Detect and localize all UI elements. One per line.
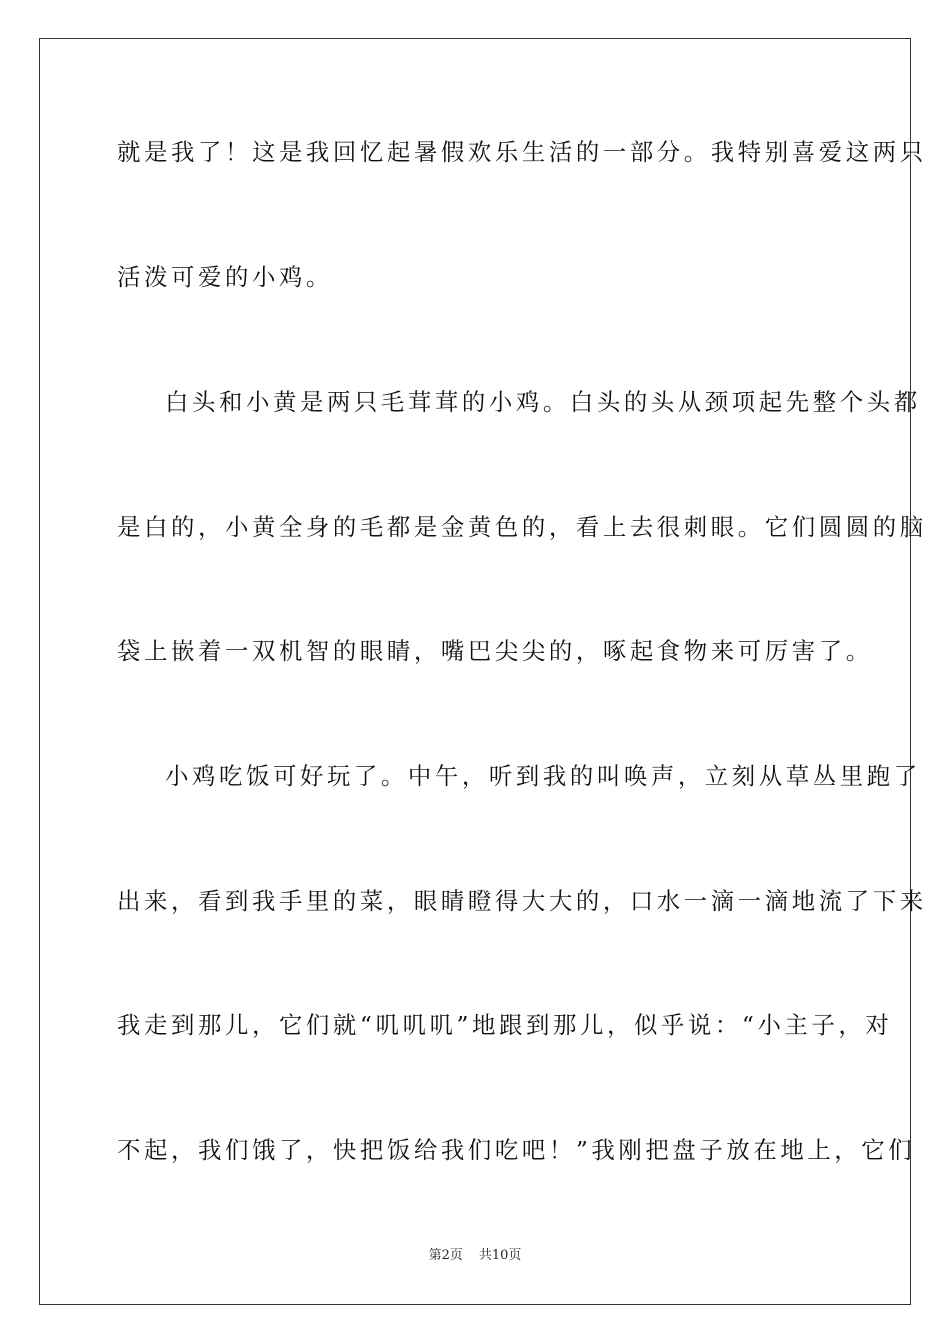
text-line-2: 活泼可爱的小鸡。 xyxy=(117,263,333,291)
page-footer xyxy=(0,1246,950,1266)
page-number: 第2页 xyxy=(428,1248,463,1263)
text-line-5: 袋上嵌着一双机智的眼睛，嘴巴尖尖的，啄起食物来可厉害了。 xyxy=(117,637,873,665)
text-line-1: 就是我了！这是我回忆起暑假欢乐生活的一部分。我特别喜爱这两只 xyxy=(117,138,927,166)
page-total: 共10页 xyxy=(478,1248,522,1263)
text-line-7: 出来，看到我手里的菜，眼睛瞪得大大的，口水一滴一滴地流了下来 xyxy=(117,887,927,915)
text-line-9: 不起，我们饿了，快把饭给我们吃吧！”我刚把盘子放在地上，它们 xyxy=(117,1136,916,1164)
text-line-6: 小鸡吃饭可好玩了。中午，听到我的叫唤声，立刻从草丛里跑了 xyxy=(165,762,921,790)
text-line-8: 我走到那儿，它们就“叽叽叽”地跟到那儿，似乎说：“小主子，对 xyxy=(117,1011,893,1039)
text-line-3: 白头和小黄是两只毛茸茸的小鸡。白头的头从颈项起先整个头都 xyxy=(165,388,921,416)
text-line-4: 是白的，小黄全身的毛都是金黄色的，看上去很刺眼。它们圆圆的脑 xyxy=(117,513,927,541)
page-border xyxy=(39,38,927,1305)
